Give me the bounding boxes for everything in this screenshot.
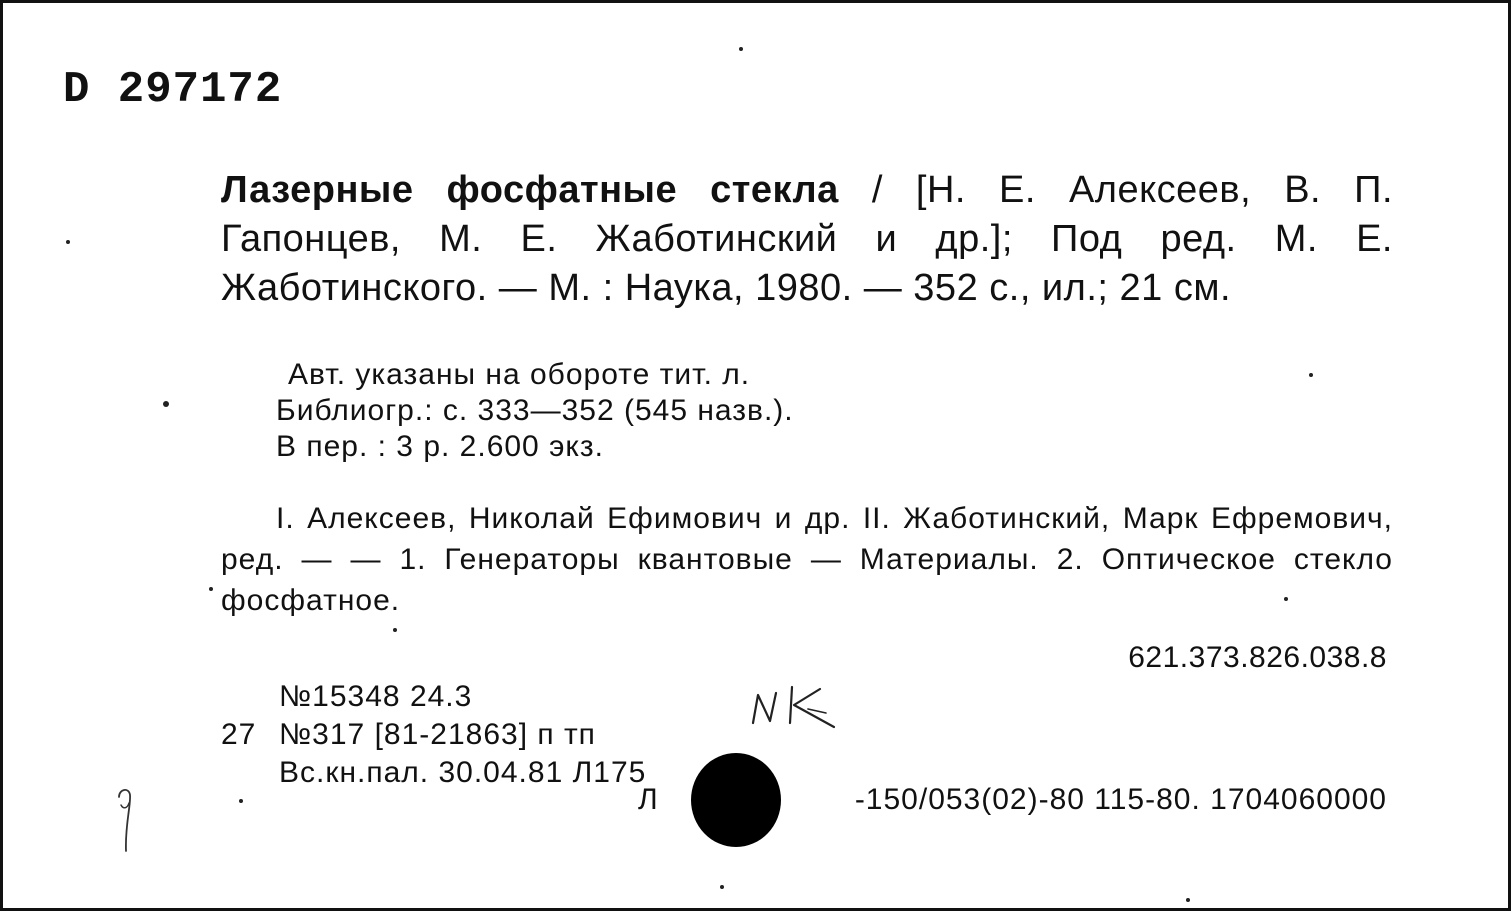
main-entry: [221, 166, 1393, 313]
notes-block: [276, 357, 976, 465]
handwritten-initials-mark: [748, 683, 843, 738]
speck: [1284, 597, 1288, 601]
lbk-letter: Л: [638, 783, 659, 816]
speck: [209, 587, 213, 591]
note-price: В пер. : 3 р. 2.600 экз.: [276, 430, 604, 463]
tech-line-2: [221, 716, 646, 754]
tech-line-1: №15348 24.3: [279, 680, 473, 713]
speck: [720, 885, 724, 889]
tech-info: [221, 678, 646, 792]
speck: [739, 47, 743, 51]
punch-hole: [691, 753, 781, 847]
handwritten-pencil-mark: [111, 785, 141, 855]
speck: [393, 628, 397, 632]
call-number: D 297172: [63, 65, 283, 115]
tech-line-3: Вс.кн.пал. 30.04.81 Л175: [279, 756, 647, 789]
tracings: [221, 498, 1393, 621]
speck: [66, 240, 70, 244]
tech-line-2-prefix: 27: [221, 718, 257, 751]
lbk-code: -150/053(02)-80 115-80. 1704060000: [854, 783, 1387, 816]
note-bibliography: Библиогр.: с. 333—352 (545 назв.).: [276, 394, 794, 427]
tracings-text: I. Алексеев, Николай Ефимович и др. II. Жаботинский, Марк Ефремович, ред. — — 1. Генераторы квантовые — Материалы. 2. Оптическое стекло фосфатное.: [221, 502, 1393, 617]
speck: [163, 401, 169, 407]
udc-number: 621.373.826.038.8: [1128, 641, 1387, 674]
note-authors: Авт. указаны на обороте тит. л.: [288, 358, 751, 391]
book-title: Лазерные фосфатные стекла: [221, 169, 839, 211]
speck: [1309, 373, 1313, 377]
speck: [1186, 898, 1190, 902]
statement-of-responsibility: / [Н. Е. Алексеев, В. П. Гапонцев, М. Е. Жаботинский и др.]; Под ред. М. Е. Жаботинского. — М. : Наука, 1980. — 352 с., ил.; 21 см.: [221, 169, 1394, 309]
tech-line-2-text: №317 [81-21863] п тп: [279, 718, 596, 751]
speck: [239, 799, 243, 803]
